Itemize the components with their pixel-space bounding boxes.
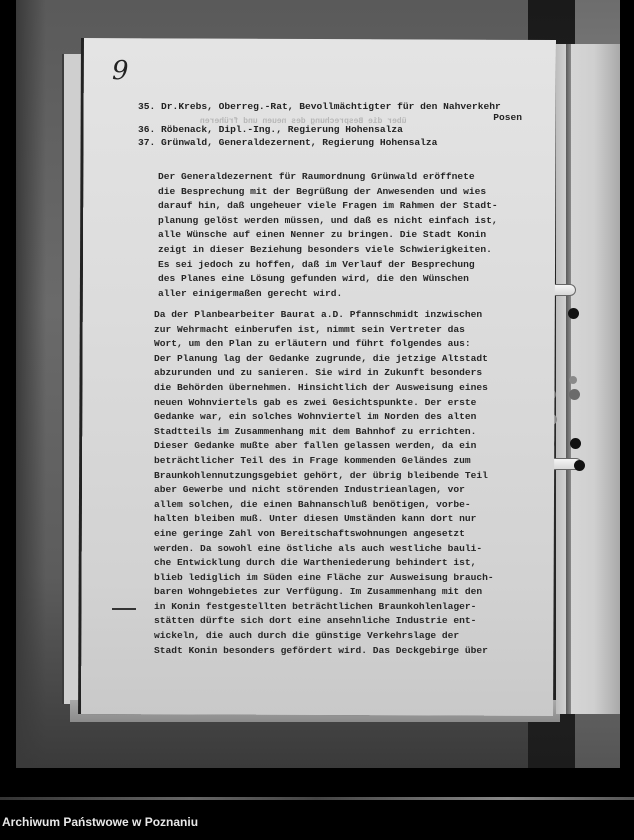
text-line: werden. Da sowohl eine östliche als auch westliche bauli- — [154, 542, 483, 554]
text-line: aber Gewerbe und nicht störenden Industrieanlagen, vor — [154, 484, 465, 496]
attendee-text: Röbenack, Dipl.-Ing., Regierung Hohensalza — [161, 123, 403, 135]
bleed-through-text: über die Besprechung des neuen und früheren — [200, 117, 407, 126]
attendee-item — [138, 100, 528, 114]
attendee-continuation: Posen — [493, 111, 522, 123]
text-line: halten bleiben muß. Unter diesen Umständen kann dort nur — [154, 513, 477, 525]
attendee-text: Dr.Krebs, Oberreg.-Rat, Bevollmächtigter für den Nahverkehr — [161, 101, 501, 112]
text-line: Braunkohlennutzungsgebiet gehört, der übrig bleibende Teil — [154, 469, 488, 481]
text-line: neuen Wohnviertels gab es zwei Gesichtspunkte. Der erste — [154, 396, 477, 408]
text-line: Dieser Gedanke mußte aber fallen gelassen werden, da ein — [154, 440, 477, 452]
attendee-text: Grünwald, Generaldezernent, Regierung Hohensalza — [161, 137, 438, 148]
attendee-item — [138, 136, 528, 150]
text-line: zur Wehrmacht einberufen ist, nimmt sein Vertreter das — [154, 323, 465, 335]
text-line: Gedanke war, ein solches Wohnviertel im Norden des alten — [154, 411, 477, 423]
text-line: beträchtlicher Teil des in Frage kommenden Geländes zum — [154, 454, 471, 466]
text-line: wickeln, die auch durch die günstige Verkehrslage der — [154, 630, 460, 642]
text-line: darauf hin, daß ungeheuer viele Fragen im Rahmen der Stadt- — [158, 200, 498, 212]
text-line: Stadtteils im Zusammenhang mit dem Bahnhof zu errichten. — [154, 425, 477, 437]
attendee-number: 35. — [138, 101, 156, 112]
text-line: Wort, um den Plan zu erläutern und führt folgendes aus: — [154, 338, 471, 350]
text-line: Es sei jedoch zu hoffen, daß im Verlauf der Besprechung — [158, 258, 475, 270]
text-line: die Besprechung mit der Begrüßung der Anwesenden und wies — [158, 185, 487, 197]
text-line: in Konin festgestellten beträchtlichen Braunkohlenlager- — [154, 600, 477, 612]
paragraph-planning — [154, 308, 526, 658]
text-line: stätten dürfte sich dort eine ansehnliche Industrie ent- — [154, 615, 477, 627]
text-line: die Behörden übernehmen. Hinsichtlich der Ausweisung eines — [154, 381, 488, 393]
text-line: baren Wohngebietes zur Verfügung. Im Zusammenhang mit den — [154, 586, 483, 598]
punch-hole — [574, 460, 585, 471]
text-line: Der Generaldezernent für Raumordnung Grünwald eröffnete — [158, 171, 475, 182]
text-line: allem solchen, die einen Bahnanschluß benötigen, vorbe- — [154, 498, 471, 510]
attendee-item — [138, 123, 528, 137]
page-number: 9 — [112, 56, 129, 86]
punch-hole — [568, 308, 579, 319]
text-line: des Planes eine Lösung gefunden wird, die den Wünschen — [158, 273, 469, 285]
attendee-list — [138, 100, 528, 150]
attendee-number: 36. — [138, 123, 156, 135]
binding-strip — [556, 44, 620, 714]
text-line: planung gelöst werden müssen, und daß es nicht einfach ist, — [158, 214, 498, 226]
text-line: Da der Planbearbeiter Baurat a.D. Pfannschmidt inzwischen — [154, 309, 483, 320]
text-line: zeigt in dieser Beziehung besonders viele Schwierigkeiten. — [158, 243, 492, 255]
text-line: Stadt Konin besonders gefördert wird. Das Deckgebirge über — [154, 644, 488, 656]
text-line: alle Wünsche auf einen Nenner zu bringen. Die Stadt Konin — [158, 229, 487, 241]
text-line: che Entwicklung durch die Wartheniederung behindert ist, — [154, 557, 477, 569]
text-line: abzurunden und zu sanieren. Sie wird in Zukunft besonders — [154, 367, 483, 379]
film-edge-line — [0, 797, 634, 800]
punch-hole-mark — [569, 376, 577, 384]
text-line: aller einigermaßen gerecht wird. — [158, 287, 343, 299]
attendee-number: 37. — [138, 137, 156, 148]
text-line: eine geringe Zahl von Bereitschaftswohnungen angesetzt — [154, 527, 465, 539]
punch-hole — [570, 438, 581, 449]
archive-watermark: Archiwum Państwowe w Poznaniu — [2, 815, 199, 829]
text-line: Der Planung lag der Gedanke zugrunde, die jetzige Altstadt — [154, 352, 488, 364]
text-line: blieb lediglich im Süden eine Fläche zur Ausweisung brauch- — [154, 571, 494, 583]
paragraph-opening — [158, 170, 530, 301]
punch-hole-mark — [569, 389, 580, 400]
margin-pencil-mark — [112, 608, 136, 610]
